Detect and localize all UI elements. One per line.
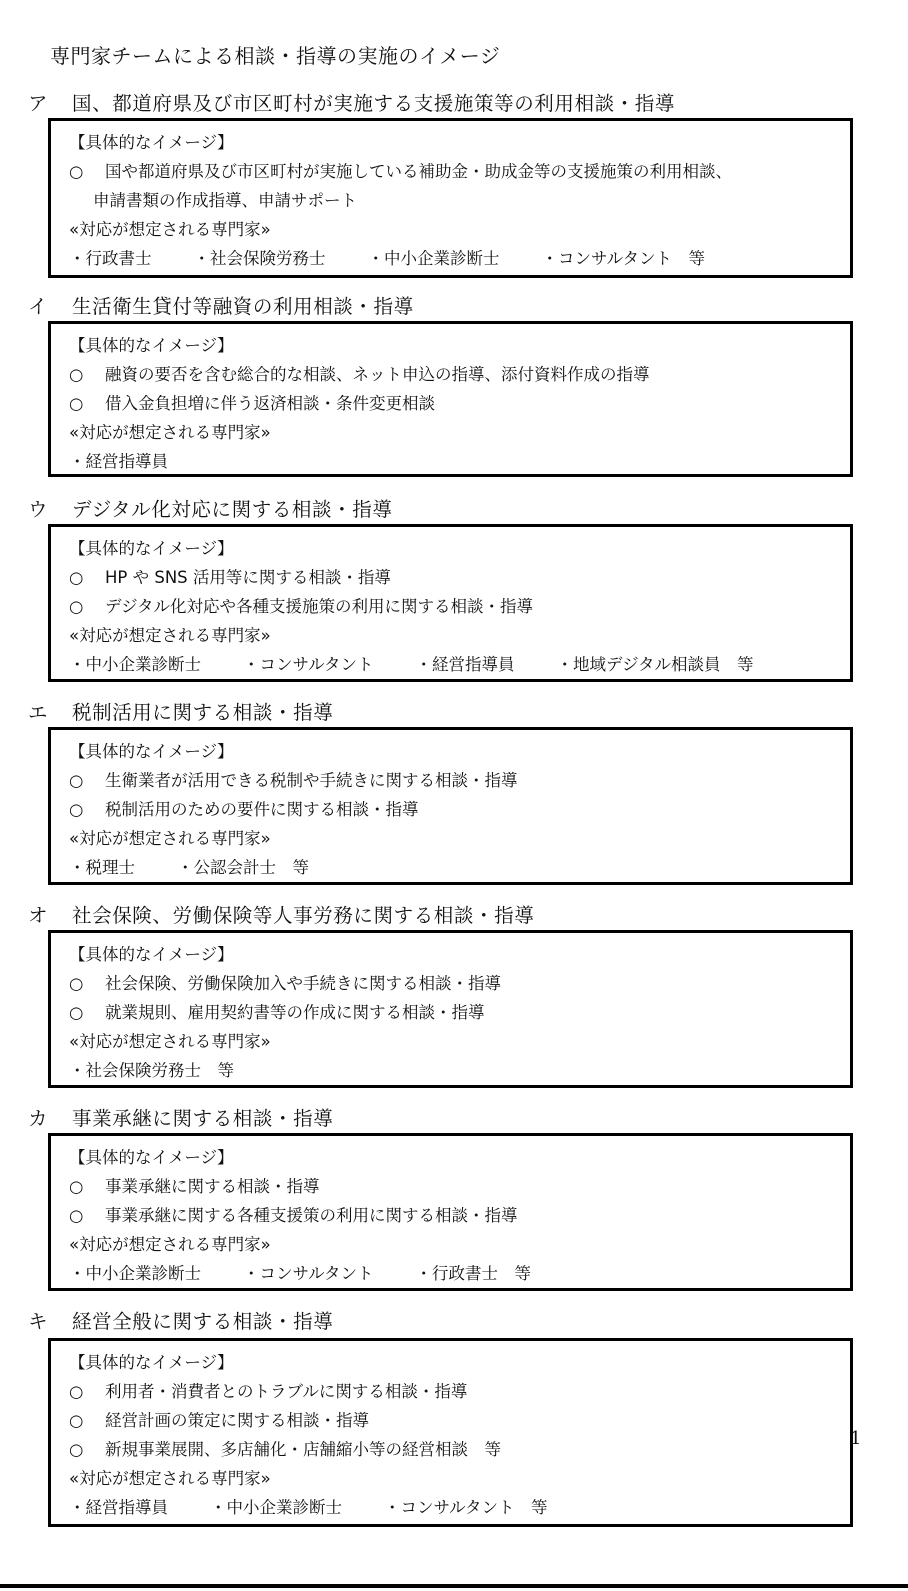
- list-item-text: 社会保険、労働保険加入や手続きに関する相談・指導: [105, 974, 501, 993]
- list-item-text: 生衛業者が活用できる税制や手続きに関する相談・指導: [105, 771, 518, 790]
- expert-item: ・経営指導員: [69, 1498, 168, 1517]
- image-header: 【具体的なイメージ】: [69, 1353, 234, 1372]
- list-item: [69, 360, 832, 389]
- list-item-text: 融資の要否を含む総合的な相談、ネット申込の指導、添付資料作成の指導: [105, 365, 650, 384]
- expert-item: ・コンサルタント: [243, 1264, 374, 1283]
- section-letter: ア: [28, 92, 49, 115]
- list-item: [69, 1377, 832, 1406]
- circle-bullet-icon: ○: [69, 365, 84, 384]
- list-item: [69, 969, 832, 998]
- experts-list: [69, 1056, 832, 1085]
- section-heading-text: デジタル化対応に関する相談・指導: [72, 498, 393, 521]
- list-item: [69, 795, 832, 824]
- section-box: [48, 118, 853, 278]
- list-item-text: 税制活用のための要件に関する相談・指導: [105, 800, 419, 819]
- list-item: [69, 563, 832, 592]
- image-header: 【具体的なイメージ】: [69, 945, 234, 964]
- list-item: [69, 1201, 832, 1230]
- list-item-text: 新規事業展開、多店舗化・店舗縮小等の経営相談 等: [105, 1440, 501, 1459]
- experts-header: «対応が想定される専門家»: [69, 1032, 271, 1051]
- experts-header: «対応が想定される専門家»: [69, 1469, 271, 1488]
- circle-bullet-icon: ○: [69, 597, 84, 616]
- expert-item: ・中小企業診断士: [69, 655, 201, 674]
- section-letter: キ: [28, 1310, 49, 1333]
- image-header: 【具体的なイメージ】: [69, 336, 234, 355]
- section-heading-text: 社会保険、労働保険等人事労務に関する相談・指導: [72, 904, 535, 927]
- circle-bullet-icon: ○: [69, 974, 84, 993]
- section-heading-text: 生活衛生貸付等融資の利用相談・指導: [72, 295, 414, 318]
- expert-item: ・コンサルタント: [243, 655, 374, 674]
- section-heading: [28, 291, 414, 319]
- list-item: [69, 1172, 832, 1201]
- section-heading-text: 税制活用に関する相談・指導: [72, 701, 334, 724]
- expert-item: ・経営指導員: [415, 655, 515, 674]
- experts-list: [69, 1493, 832, 1522]
- list-item: [69, 157, 832, 186]
- experts-list: [69, 244, 832, 273]
- section-heading: [28, 1306, 333, 1334]
- circle-bullet-icon: ○: [69, 394, 84, 413]
- list-item: [69, 1406, 832, 1435]
- image-header: 【具体的なイメージ】: [69, 1148, 234, 1167]
- list-item-text: 経営計画の策定に関する相談・指導: [105, 1411, 369, 1430]
- circle-bullet-icon: ○: [69, 800, 84, 819]
- list-item-text: 就業規則、雇用契約書等の作成に関する相談・指導: [105, 1003, 485, 1022]
- list-item: [69, 592, 832, 621]
- circle-bullet-icon: ○: [69, 1382, 84, 1401]
- expert-item: ・経営指導員: [69, 452, 168, 471]
- page-number: 1: [850, 1428, 862, 1449]
- list-item-text: 事業承継に関する各種支援策の利用に関する相談・指導: [105, 1206, 518, 1225]
- expert-item: ・社会保険労務士: [193, 249, 326, 268]
- expert-item: ・中小企業診断士: [69, 1264, 201, 1283]
- circle-bullet-icon: ○: [69, 1003, 84, 1022]
- circle-bullet-icon: ○: [69, 162, 84, 181]
- expert-item: ・行政書士 等: [415, 1264, 532, 1283]
- section-heading: [28, 900, 534, 928]
- experts-header: «対応が想定される専門家»: [69, 1235, 271, 1254]
- image-header: 【具体的なイメージ】: [69, 133, 234, 152]
- expert-item: ・中小企業診断士: [367, 249, 500, 268]
- section-box: [48, 321, 853, 477]
- section-heading-text: 経営全般に関する相談・指導: [72, 1310, 334, 1333]
- experts-header: «対応が想定される専門家»: [69, 220, 271, 239]
- section-heading: [28, 1103, 333, 1131]
- section-letter: イ: [28, 295, 49, 318]
- list-item: [69, 1435, 832, 1464]
- section-box: [48, 1133, 853, 1291]
- list-item: [69, 389, 832, 418]
- expert-item: ・税理士: [69, 858, 135, 877]
- circle-bullet-icon: ○: [69, 1411, 84, 1430]
- section-letter: ウ: [28, 498, 49, 521]
- experts-list: [69, 1259, 832, 1288]
- section-heading-text: 国、都道府県及び市区町村が実施する支援施策等の利用相談・指導: [72, 92, 676, 115]
- circle-bullet-icon: ○: [69, 568, 84, 587]
- expert-item: ・行政書士: [69, 249, 152, 268]
- list-item-text: 利用者・消費者とのトラブルに関する相談・指導: [105, 1382, 468, 1401]
- list-item-text: 借入金負担増に伴う返済相談・条件変更相談: [105, 394, 435, 413]
- list-item-text: HP や SNS 活用等に関する相談・指導: [105, 568, 391, 587]
- list-item: [69, 998, 832, 1027]
- image-header: 【具体的なイメージ】: [69, 742, 234, 761]
- list-item: [69, 766, 832, 795]
- section-heading-text: 事業承継に関する相談・指導: [72, 1107, 334, 1130]
- expert-item: ・中小企業診断士: [210, 1498, 342, 1517]
- experts-list: [69, 447, 832, 476]
- section-box: [48, 524, 853, 682]
- section-heading: [28, 697, 333, 725]
- experts-list: [69, 650, 832, 679]
- circle-bullet-icon: ○: [69, 1440, 84, 1459]
- section-letter: エ: [28, 701, 49, 724]
- experts-header: «対応が想定される専門家»: [69, 829, 271, 848]
- list-item-text: デジタル化対応や各種支援施策の利用に関する相談・指導: [105, 597, 534, 616]
- section-letter: オ: [28, 904, 49, 927]
- circle-bullet-icon: ○: [69, 771, 84, 790]
- experts-header: «対応が想定される専門家»: [69, 626, 271, 645]
- section-heading: [28, 494, 392, 522]
- image-header: 【具体的なイメージ】: [69, 539, 234, 558]
- section-letter: カ: [28, 1107, 49, 1130]
- expert-item: ・コンサルタント 等: [541, 249, 706, 268]
- page-title: 専門家チームによる相談・指導の実施のイメージ: [50, 44, 501, 68]
- expert-item: ・コンサルタント 等: [384, 1498, 548, 1517]
- section-box: [48, 930, 853, 1088]
- experts-list: [69, 853, 832, 882]
- bottom-rule: [0, 1584, 908, 1588]
- list-item-text: 事業承継に関する相談・指導: [105, 1177, 320, 1196]
- expert-item: ・地域デジタル相談員 等: [556, 655, 754, 674]
- section-box: [48, 727, 853, 885]
- list-item-continuation: 申請書類の作成指導、申請サポート: [93, 191, 357, 210]
- circle-bullet-icon: ○: [69, 1206, 84, 1225]
- list-item-text: 国や都道府県及び市区町村が実施している補助金・助成金等の支援施策の利用相談、: [105, 162, 732, 181]
- experts-header: «対応が想定される専門家»: [69, 423, 271, 442]
- section-box: [48, 1338, 853, 1527]
- circle-bullet-icon: ○: [69, 1177, 84, 1196]
- section-heading: [28, 88, 675, 116]
- expert-item: ・公認会計士 等: [177, 858, 309, 877]
- expert-item: ・社会保険労務士 等: [69, 1061, 234, 1080]
